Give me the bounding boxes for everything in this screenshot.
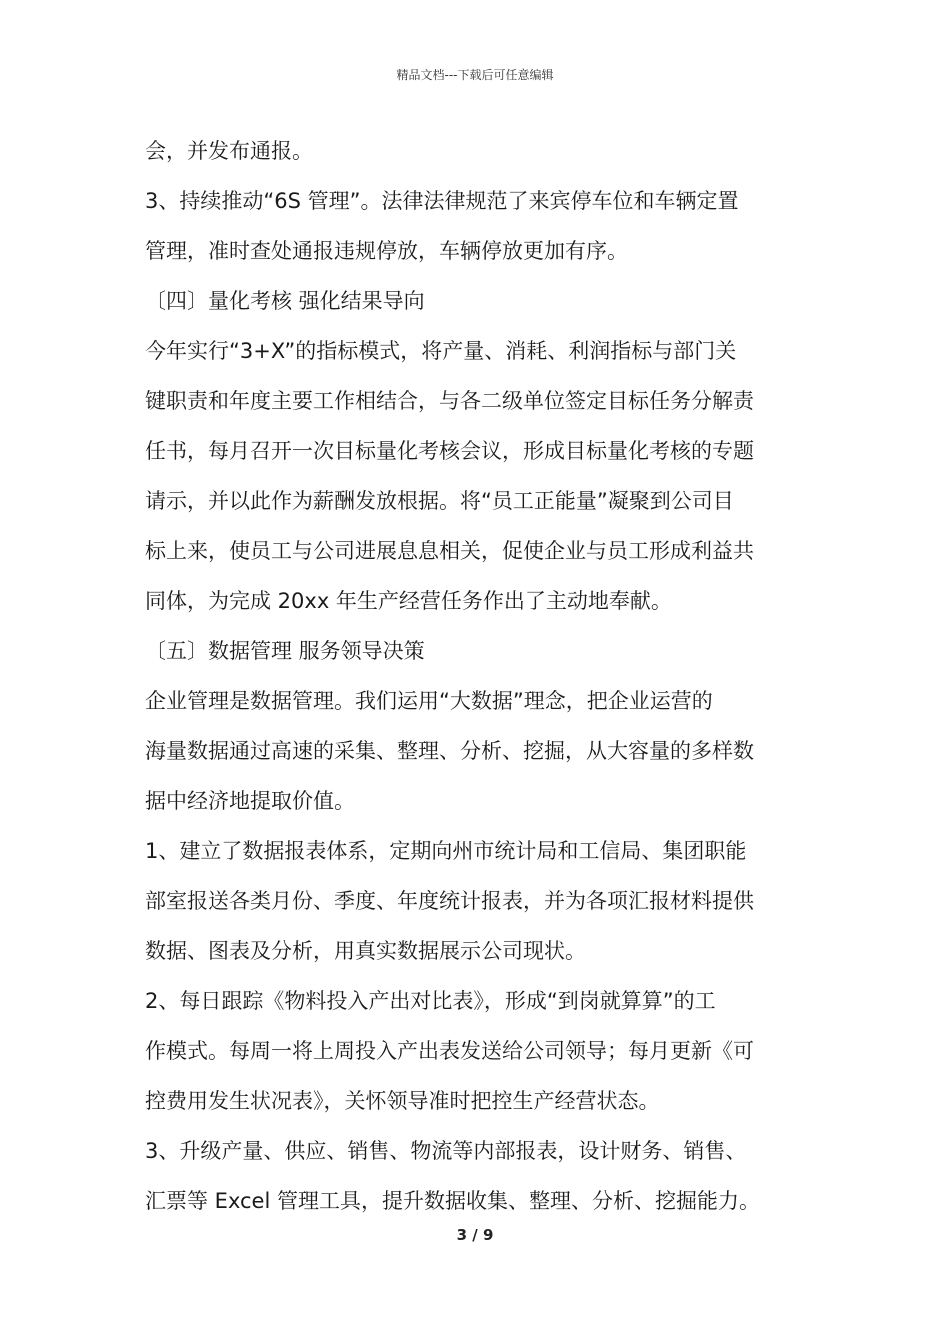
text-line: 〔四〕量化考核 强化结果导向 <box>145 289 425 313</box>
text-line: 标上来，使员工与公司进展息息相关，促使企业与员工形成利益共 <box>145 539 754 563</box>
text-line: 同体，为完成 20xx 年生产经营任务作出了主动地奉献。 <box>145 589 672 613</box>
text-line: 部室报送各类月份、季度、年度统计报表，并为各项汇报材料提供 <box>145 889 754 913</box>
paragraph <box>145 126 807 176</box>
text-line: 请示，并以此作为薪酬发放根据。将“员工正能量”凝聚到公司目 <box>145 489 734 513</box>
text-line: 任书，每月召开一次目标量化考核会议，形成目标量化考核的专题 <box>145 439 754 463</box>
text-line: 今年实行“3+X”的指标模式，将产量、消耗、利润指标与部门关 <box>145 339 737 363</box>
page-header: 精品文档---下载后可任意编辑 <box>396 68 554 82</box>
paragraph <box>145 1126 807 1226</box>
section-heading <box>145 626 807 676</box>
paragraph <box>145 976 807 1126</box>
text-line: 管理，准时查处通报违规停放，车辆停放更加有序。 <box>145 239 628 263</box>
paragraph <box>145 176 807 276</box>
text-line: 控费用发生状况表》，关怀领导准时把控生产经营状态。 <box>145 1089 660 1113</box>
text-line: 海量数据通过高速的采集、整理、分析、挖掘，从大容量的多样数 <box>145 739 754 763</box>
page-number: 3 / 9 <box>456 1226 494 1244</box>
text-line: 2、每日跟踪《物料投入产出对比表》，形成“到岗就算算”的工 <box>145 989 716 1013</box>
text-line: 〔五〕数据管理 服务领导决策 <box>145 639 425 663</box>
text-line: 数据、图表及分析，用真实数据展示公司现状。 <box>145 939 586 963</box>
text-line: 1、建立了数据报表体系，定期向州市统计局和工信局、集团职能 <box>145 839 747 863</box>
document-body <box>145 126 807 1226</box>
text-line: 作模式。每周一将上周投入产出表发送给公司领导；每月更新《可 <box>145 1039 754 1063</box>
paragraph <box>145 326 807 626</box>
paragraph <box>145 826 807 976</box>
text-line: 键职责和年度主要工作相结合，与各二级单位签定目标任务分解责 <box>145 389 754 413</box>
paragraph <box>145 676 807 826</box>
text-line: 会，并发布通报。 <box>145 139 313 163</box>
text-line: 3、持续推动“6S 管理”。法律法律规范了来宾停车位和车辆定置 <box>145 189 739 213</box>
text-line: 据中经济地提取价值。 <box>145 789 355 813</box>
text-line: 企业管理是数据管理。我们运用“大数据”理念，把企业运营的 <box>145 689 713 713</box>
section-heading <box>145 276 807 326</box>
text-line: 3、升级产量、供应、销售、物流等内部报表，设计财务、销售、 <box>145 1139 747 1163</box>
text-line: 汇票等 Excel 管理工具，提升数据收集、整理、分析、挖掘能力。 <box>145 1189 760 1213</box>
